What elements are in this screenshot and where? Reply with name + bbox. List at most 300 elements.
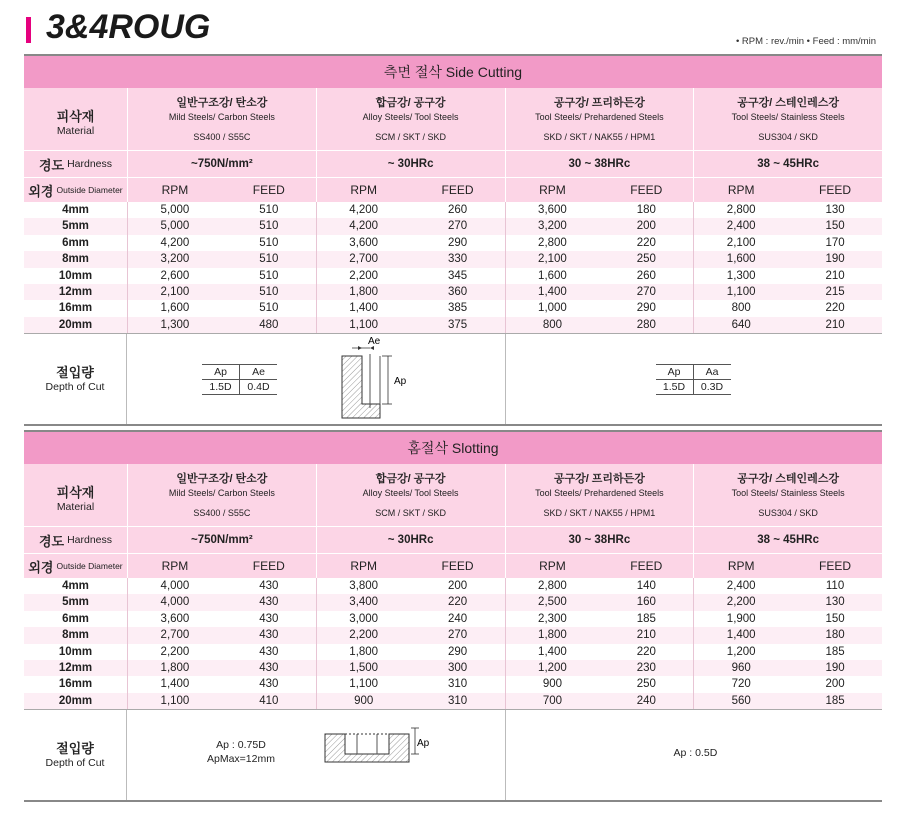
rpm-cell: 1,400 — [538, 645, 567, 658]
rpm-cell: 2,600 — [160, 269, 190, 282]
hardness-row — [24, 150, 882, 177]
feed-cell: 330 — [447, 253, 468, 266]
doc-left — [127, 710, 505, 800]
value-group — [693, 268, 882, 284]
rpm-cell: 5,000 — [160, 204, 190, 216]
value-group — [127, 693, 316, 709]
doc-apmax-value: ApMax=12mm — [207, 753, 275, 766]
doc-label — [24, 334, 127, 424]
rpm-cell: 1,100 — [349, 678, 379, 691]
rpm-header: RPM — [539, 559, 566, 573]
feed-cell: 430 — [259, 661, 279, 674]
side-cutting-section — [24, 54, 882, 426]
feed-cell: 510 — [259, 204, 279, 216]
feed-cell: 260 — [636, 269, 656, 282]
feed-cell: 410 — [259, 694, 279, 707]
feed-header: FEED — [819, 183, 852, 197]
doc-right-text: Ap : 0.5D — [673, 747, 718, 760]
table-row — [24, 693, 882, 709]
table-row — [24, 268, 882, 284]
feed-header: FEED — [441, 559, 474, 573]
feed-cell: 290 — [447, 645, 468, 658]
diameter-cell: 20mm — [58, 694, 93, 707]
doc-right-table — [656, 364, 731, 395]
rpm-cell: 1,100 — [160, 694, 190, 707]
feed-cell: 430 — [259, 580, 279, 592]
value-group — [127, 627, 316, 643]
value-group — [316, 317, 505, 333]
feed-cell: 290 — [636, 302, 656, 315]
value-group — [505, 284, 694, 300]
rpm-cell: 1,600 — [726, 253, 756, 266]
diameter-cell: 8mm — [62, 629, 89, 642]
table-row — [24, 594, 882, 610]
table-row — [24, 627, 882, 643]
rpm-cell: 2,200 — [349, 629, 379, 642]
table-row — [24, 284, 882, 300]
feed-cell: 430 — [259, 596, 279, 609]
column-header-row — [24, 177, 882, 202]
value-group — [316, 676, 505, 692]
rpm-cell: 1,400 — [726, 629, 756, 642]
diameter-label — [24, 554, 127, 578]
material-code: SUS304 / SKD — [758, 508, 818, 518]
value-group — [505, 676, 694, 692]
value-group — [316, 300, 505, 316]
rpm-cell: 3,000 — [349, 612, 379, 625]
feed-cell: 345 — [447, 269, 468, 282]
material-ko: 일반구조강/ 탄소강 — [176, 473, 268, 485]
feed-cell: 180 — [825, 629, 845, 642]
material-label-ko: 피삭재 — [56, 109, 95, 124]
hardness-label-ko: 경도 — [38, 157, 65, 173]
material-code: SCM / SKT / SKD — [375, 508, 447, 518]
hardness-value: ~750N/mm² — [127, 151, 316, 177]
rpm-cell: 1,200 — [538, 661, 567, 674]
rpm-cell: 2,400 — [726, 580, 756, 592]
doc-label — [24, 710, 127, 800]
material-label-en: Material — [56, 125, 95, 137]
rpm-cell: 1,900 — [726, 612, 756, 625]
value-group — [693, 235, 882, 251]
material-code: SKD / SKT / NAK55 / HPM1 — [543, 132, 656, 142]
rpm-cell: 1,600 — [538, 269, 567, 282]
feed-cell: 310 — [447, 694, 468, 707]
material-code: SCM / SKT / SKD — [375, 132, 447, 142]
diameter-cell: 4mm — [62, 204, 89, 216]
doc-left-table — [202, 364, 277, 395]
value-group — [127, 578, 316, 594]
value-group — [693, 594, 882, 610]
feed-cell: 510 — [259, 253, 279, 266]
column-group-header — [127, 554, 316, 578]
value-group — [693, 611, 882, 627]
feed-cell: 220 — [636, 236, 656, 249]
value-group — [316, 202, 505, 218]
doc-head: Aa — [693, 365, 731, 380]
feed-cell: 250 — [636, 678, 656, 691]
feed-cell: 210 — [825, 269, 845, 282]
material-code: SS400 / S55C — [193, 508, 251, 518]
rpm-header: RPM — [350, 559, 378, 573]
value-group — [316, 693, 505, 709]
column-group-header — [127, 178, 316, 202]
doc-left-text — [207, 738, 275, 766]
diameter-label-ko: 외경 — [28, 559, 54, 575]
value-group — [693, 317, 882, 333]
hardness-row — [24, 526, 882, 553]
material-label — [24, 464, 127, 526]
rpm-cell: 3,400 — [349, 596, 379, 609]
rpm-cell: 4,200 — [160, 236, 190, 249]
feed-cell: 150 — [825, 612, 845, 625]
feed-cell: 360 — [447, 285, 468, 298]
feed-header: FEED — [630, 183, 663, 197]
rpm-cell: 3,600 — [160, 612, 190, 625]
value-group — [505, 660, 694, 676]
section-title: 측면 절삭 Side Cutting — [24, 54, 882, 88]
value-group — [505, 268, 694, 284]
rpm-cell: 4,200 — [349, 220, 379, 233]
material-en: Alloy Steels/ Tool Steels — [362, 112, 459, 122]
hardness-label-en: Hardness — [67, 158, 113, 170]
feed-cell: 385 — [447, 302, 468, 315]
value-group — [127, 317, 316, 333]
feed-cell: 210 — [636, 629, 656, 642]
slotting-section — [24, 430, 882, 802]
rpm-cell: 5,000 — [160, 220, 190, 233]
value-group — [693, 300, 882, 316]
rpm-cell: 1,300 — [160, 318, 190, 331]
feed-cell: 190 — [825, 253, 845, 266]
value-group — [693, 644, 882, 660]
value-group — [316, 268, 505, 284]
feed-header: FEED — [819, 559, 852, 573]
rpm-cell: 3,800 — [349, 580, 379, 592]
material-group-3 — [693, 88, 882, 150]
feed-cell: 130 — [825, 596, 845, 609]
feed-cell: 250 — [636, 253, 656, 266]
value-group — [505, 693, 694, 709]
feed-cell: 180 — [636, 204, 656, 216]
feed-cell: 260 — [447, 204, 468, 216]
material-label — [24, 88, 127, 150]
material-code: SS400 / S55C — [193, 132, 251, 142]
diameter-cell: 12mm — [58, 285, 93, 298]
value-group — [693, 218, 882, 234]
value-group — [127, 202, 316, 218]
feed-cell: 185 — [825, 645, 845, 658]
diameter-cell: 16mm — [58, 678, 93, 691]
material-ko: 합금강/ 공구강 — [375, 97, 446, 109]
value-group — [316, 578, 505, 594]
table-row — [24, 660, 882, 676]
value-group — [505, 235, 694, 251]
column-group-header — [316, 178, 505, 202]
rpm-cell: 2,200 — [160, 645, 190, 658]
material-en: Tool Steels/ Stainless Steels — [731, 112, 845, 122]
material-en: Alloy Steels/ Tool Steels — [362, 488, 459, 498]
diameter-cell: 4mm — [62, 580, 89, 592]
column-group-header — [693, 554, 882, 578]
feed-header: FEED — [252, 183, 285, 197]
material-group-1 — [316, 88, 505, 150]
feed-cell: 110 — [825, 580, 845, 592]
diameter-cell: 6mm — [62, 612, 89, 625]
feed-cell: 160 — [636, 596, 656, 609]
value-group — [505, 611, 694, 627]
material-en: Mild Steels/ Carbon Steels — [168, 488, 275, 498]
doc-head: Ap — [656, 365, 694, 380]
rpm-cell: 2,100 — [160, 285, 190, 298]
value-group — [316, 284, 505, 300]
side-cutting-diagram — [332, 336, 422, 422]
table-row — [24, 235, 882, 251]
material-label-ko: 피삭재 — [56, 485, 95, 500]
diagram-ap-label: Ap — [417, 738, 430, 750]
feed-cell: 220 — [636, 645, 656, 658]
column-header-row — [24, 553, 882, 578]
rpm-cell: 1,200 — [726, 645, 756, 658]
value-group — [127, 676, 316, 692]
feed-cell: 375 — [447, 318, 468, 331]
diameter-cell: 16mm — [58, 302, 93, 315]
data-rows — [24, 578, 882, 709]
material-group-2 — [505, 88, 694, 150]
rpm-cell: 4,000 — [160, 580, 190, 592]
doc-right — [505, 334, 883, 424]
doc-left — [127, 334, 505, 424]
doc-head: Ae — [240, 365, 278, 380]
rpm-cell: 2,800 — [726, 204, 756, 216]
feed-cell: 280 — [636, 318, 656, 331]
feed-cell: 220 — [825, 302, 845, 315]
diameter-cell: 20mm — [58, 318, 93, 331]
feed-cell: 240 — [447, 612, 468, 625]
rpm-cell: 1,800 — [160, 661, 190, 674]
rpm-cell: 2,400 — [726, 220, 756, 233]
column-group-header — [505, 178, 694, 202]
rpm-cell: 560 — [731, 694, 751, 707]
rpm-cell: 1,400 — [538, 285, 567, 298]
value-group — [505, 644, 694, 660]
value-group — [127, 268, 316, 284]
rpm-cell: 700 — [542, 694, 563, 707]
feed-cell: 510 — [259, 236, 279, 249]
value-group — [316, 660, 505, 676]
column-group-header — [505, 554, 694, 578]
feed-header: FEED — [252, 559, 285, 573]
hardness-value: 38 ~ 45HRc — [693, 151, 882, 177]
diameter-cell: 6mm — [62, 236, 89, 249]
feed-cell: 290 — [447, 236, 468, 249]
feed-cell: 430 — [259, 612, 279, 625]
table-row — [24, 202, 882, 218]
value-group — [693, 676, 882, 692]
diameter-cell: 10mm — [58, 645, 93, 658]
material-ko: 공구강/ 스테인레스강 — [737, 97, 839, 109]
feed-cell: 200 — [447, 580, 468, 592]
material-en: Tool Steels/ Stainless Steels — [731, 488, 845, 498]
rpm-cell: 2,800 — [538, 580, 567, 592]
value-group — [127, 284, 316, 300]
rpm-cell: 900 — [354, 694, 374, 707]
rpm-cell: 2,100 — [538, 253, 567, 266]
hardness-value: 38 ~ 45HRc — [693, 527, 882, 553]
rpm-cell: 1,600 — [160, 302, 190, 315]
feed-cell: 300 — [447, 661, 468, 674]
material-row — [24, 88, 882, 150]
feed-cell: 210 — [825, 318, 845, 331]
value-group — [693, 251, 882, 267]
rpm-cell: 3,600 — [538, 204, 567, 216]
feed-cell: 220 — [447, 596, 468, 609]
value-group — [316, 644, 505, 660]
feed-cell: 130 — [825, 204, 845, 216]
doc-right — [505, 710, 883, 800]
table-row — [24, 218, 882, 234]
rpm-cell: 2,700 — [349, 253, 379, 266]
feed-cell: 510 — [259, 220, 279, 233]
value-group — [127, 218, 316, 234]
rpm-cell: 1,400 — [349, 302, 379, 315]
hardness-value: 30 ~ 38HRc — [505, 151, 694, 177]
doc-label-en: Depth of Cut — [45, 381, 105, 394]
feed-cell: 270 — [447, 220, 468, 233]
diagram-ae-label: Ae — [368, 336, 381, 348]
rpm-cell: 960 — [731, 661, 751, 674]
depth-of-cut-row — [24, 709, 882, 802]
material-code: SUS304 / SKD — [758, 132, 818, 142]
feed-cell: 215 — [825, 285, 845, 298]
table-row — [24, 317, 882, 333]
rpm-cell: 800 — [542, 318, 563, 331]
doc-label-ko: 절입량 — [56, 365, 94, 381]
material-en: Mild Steels/ Carbon Steels — [168, 112, 275, 122]
material-en: Tool Steels/ Prehardened Steels — [535, 112, 664, 122]
feed-cell: 190 — [825, 661, 845, 674]
feed-cell: 185 — [636, 612, 656, 625]
value-group — [127, 660, 316, 676]
rpm-cell: 2,100 — [726, 236, 756, 249]
value-group — [693, 284, 882, 300]
table-row — [24, 644, 882, 660]
rpm-cell: 1,500 — [349, 661, 379, 674]
rpm-cell: 1,100 — [726, 285, 756, 298]
rpm-header: RPM — [161, 183, 189, 197]
rpm-cell: 2,200 — [726, 596, 756, 609]
material-ko: 공구강/ 스테인레스강 — [737, 473, 839, 485]
value-group — [693, 578, 882, 594]
material-group-2 — [505, 464, 694, 526]
value-group — [505, 594, 694, 610]
feed-cell: 270 — [636, 285, 656, 298]
material-ko: 공구강/ 프리하든강 — [553, 97, 645, 109]
feed-cell: 170 — [825, 236, 845, 249]
feed-cell: 480 — [259, 318, 279, 331]
value-group — [505, 627, 694, 643]
diameter-label-en: Outside Diameter — [56, 185, 123, 195]
rpm-cell: 2,800 — [538, 236, 567, 249]
rpm-cell: 900 — [542, 678, 563, 691]
value-group — [505, 202, 694, 218]
value-group — [505, 578, 694, 594]
feed-cell: 140 — [636, 580, 656, 592]
rpm-cell: 2,300 — [538, 612, 567, 625]
value-group — [127, 594, 316, 610]
value-group — [505, 251, 694, 267]
doc-value: 0.3D — [693, 380, 731, 395]
value-group — [316, 251, 505, 267]
rpm-header: RPM — [350, 183, 378, 197]
feed-cell: 310 — [447, 678, 468, 691]
feed-cell: 430 — [259, 678, 279, 691]
material-ko: 공구강/ 프리하든강 — [553, 473, 645, 485]
value-group — [316, 627, 505, 643]
value-group — [505, 218, 694, 234]
feed-cell: 200 — [825, 678, 845, 691]
rpm-cell: 1,800 — [538, 629, 567, 642]
rpm-cell: 1,000 — [538, 302, 567, 315]
material-ko: 합금강/ 공구강 — [375, 473, 446, 485]
rpm-cell: 640 — [731, 318, 751, 331]
feed-cell: 150 — [825, 220, 845, 233]
feed-cell: 510 — [259, 285, 279, 298]
rpm-cell: 2,200 — [349, 269, 379, 282]
feed-cell: 430 — [259, 645, 279, 658]
doc-value: 1.5D — [202, 380, 240, 395]
diameter-cell: 5mm — [62, 596, 89, 609]
rpm-header: RPM — [161, 559, 189, 573]
hardness-value: ~ 30HRc — [316, 151, 505, 177]
feed-cell: 510 — [259, 302, 279, 315]
feed-cell: 430 — [259, 629, 279, 642]
slotting-diagram — [317, 726, 430, 776]
rpm-cell: 3,200 — [538, 220, 567, 233]
rpm-header: RPM — [539, 183, 566, 197]
diameter-cell: 8mm — [62, 253, 89, 266]
value-group — [316, 594, 505, 610]
doc-value: 0.4D — [240, 380, 278, 395]
value-group — [316, 611, 505, 627]
value-group — [693, 202, 882, 218]
rpm-cell: 3,200 — [160, 253, 190, 266]
diameter-label-en: Outside Diameter — [56, 561, 123, 571]
column-group-header — [316, 554, 505, 578]
doc-ap-value: Ap : 0.75D — [216, 739, 266, 752]
rpm-cell: 1,300 — [726, 269, 756, 282]
rpm-cell: 1,400 — [160, 678, 190, 691]
value-group — [693, 660, 882, 676]
feed-cell: 200 — [636, 220, 656, 233]
rpm-cell: 800 — [731, 302, 751, 315]
depth-of-cut-row — [24, 333, 882, 426]
material-code: SKD / SKT / NAK55 / HPM1 — [543, 508, 656, 518]
table-row — [24, 611, 882, 627]
value-group — [693, 693, 882, 709]
table-row — [24, 676, 882, 692]
feed-header: FEED — [630, 559, 663, 573]
diameter-label-ko: 외경 — [28, 183, 54, 199]
value-group — [316, 218, 505, 234]
rpm-cell: 1,800 — [349, 285, 379, 298]
table-row — [24, 251, 882, 267]
rpm-cell: 2,700 — [160, 629, 190, 642]
doc-label-en: Depth of Cut — [45, 757, 105, 770]
value-group — [127, 611, 316, 627]
diameter-label — [24, 178, 127, 202]
rpm-header: RPM — [727, 183, 755, 197]
